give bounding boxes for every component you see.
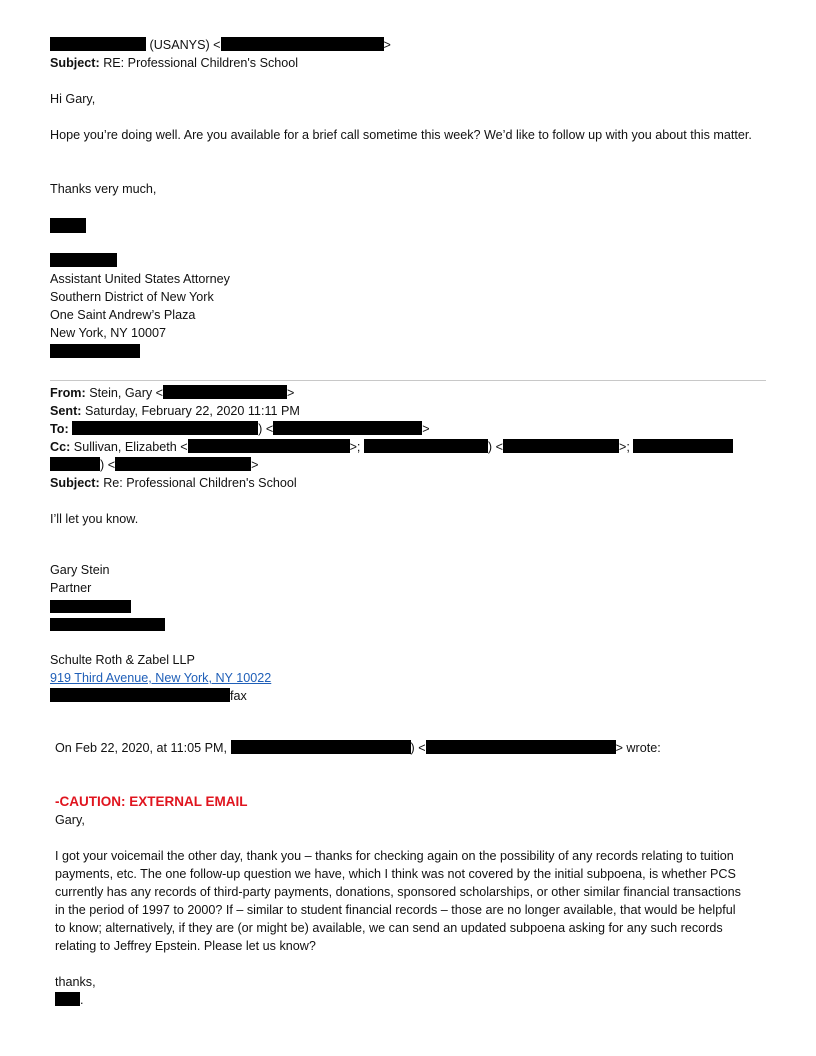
on-wrote-paren: ) < [410,741,426,755]
from-gt: > [287,386,295,400]
header-from-line [50,36,391,54]
subject-value: RE: Professional Children's School [103,56,299,70]
fax-label: fax [230,689,247,703]
closing: Thanks very much, [50,182,157,196]
quoted-cc-line [50,438,733,456]
redaction [50,253,117,267]
quoted-sent-line [50,402,300,420]
redaction [163,385,287,399]
on-wrote-prefix: On Feb 22, 2020, at 11:05 PM, [55,741,227,755]
redaction [50,37,146,51]
sig-city: New York, NY 10007 [50,326,166,340]
stein-firm: Schulte Roth & Zabel LLP [50,653,195,667]
stein-name: Gary Stein [50,563,110,577]
stein-fax-line [50,687,247,705]
cc-label: Cc: [50,440,71,454]
redaction [50,618,165,631]
to-gt: > [422,422,430,436]
redaction [426,740,616,754]
signoff-period: . [80,993,84,1007]
address-link[interactable]: 919 Third Avenue, New York, NY 10022 [50,671,272,685]
quoted-to-line [50,420,430,438]
cc-gt-2: > [618,440,627,454]
cc-semi: ; [356,440,361,454]
divider [50,380,766,381]
stein-role: Partner [50,581,92,595]
to-paren: ) < [258,422,274,436]
redaction [50,688,230,702]
header-gt: > [383,38,391,52]
redaction [50,457,100,471]
redaction [55,992,80,1006]
cc-paren: ) < [487,440,503,454]
on-wrote-suffix: > wrote: [615,741,661,755]
redaction [72,421,258,435]
redaction [221,37,384,51]
redaction [633,439,733,453]
inner-signoff [55,991,84,1009]
body-paragraph: Hope you’re doing well. Are you available for a brief call sometime this week? We’d like to follow up with you about this matter. [50,128,752,142]
redaction [364,439,488,453]
stein-address-row [50,669,271,687]
redaction [115,457,251,471]
redaction [188,439,350,453]
inner-greeting: Gary, [55,813,85,827]
from-value: Stein, Gary < [89,386,164,400]
redaction [503,439,619,453]
cc-gt: > [349,440,357,454]
on-wrote-line [55,739,661,757]
sig-address: One Saint Andrew’s Plaza [50,308,196,322]
redaction [231,740,411,754]
cc-semi-2: ; [626,440,630,454]
cc2-gt: > [251,458,259,472]
quoted-cc-line-2 [50,456,258,474]
sent-label: Sent: [50,404,82,418]
header-from-suffix: (USANYS) < [149,38,221,52]
inner-body: I got your voicemail the other day, thank you – thanks for checking again on the possibility of any records relating to tuition payments, etc. The one follow-up question we have, which I think was not covered by the initial subpoena, is whether PCS currently has any records of third-party payments, donations, sponsored scholarships, or other similar financial transactions in the period of 1997 to 2000? If – similar to student financial records – those are no longer available, that would be helpful to know; alternatively, if they are (or might be) available, we can send an updated subpoena asking for any such records relating to Jeffrey Epstein. Please let us know? [55,849,741,953]
redaction [50,600,131,613]
quoted-from-line [50,384,294,402]
quoted-subject-value: Re: Professional Children's School [103,476,297,490]
reply-text: I’ll let you know. [50,512,139,526]
from-label: From: [50,386,86,400]
redaction [273,421,422,435]
header-subject-line [50,54,298,72]
greeting: Hi Gary, [50,92,96,106]
sig-title: Assistant United States Attorney [50,272,230,286]
quoted-subject-line [50,474,297,492]
redaction [50,344,140,358]
cc2-paren: ) < [100,458,116,472]
cc-value: Sullivan, Elizabeth < [73,440,188,454]
to-label: To: [50,422,69,436]
subject-label: Subject: [50,56,100,70]
quoted-subject-label: Subject: [50,476,100,490]
sent-value: Saturday, February 22, 2020 11:11 PM [84,404,300,418]
redaction [50,218,86,233]
sig-district: Southern District of New York [50,290,214,304]
inner-closing: thanks, [55,975,96,989]
caution-banner: -CAUTION: EXTERNAL EMAIL [55,794,248,809]
